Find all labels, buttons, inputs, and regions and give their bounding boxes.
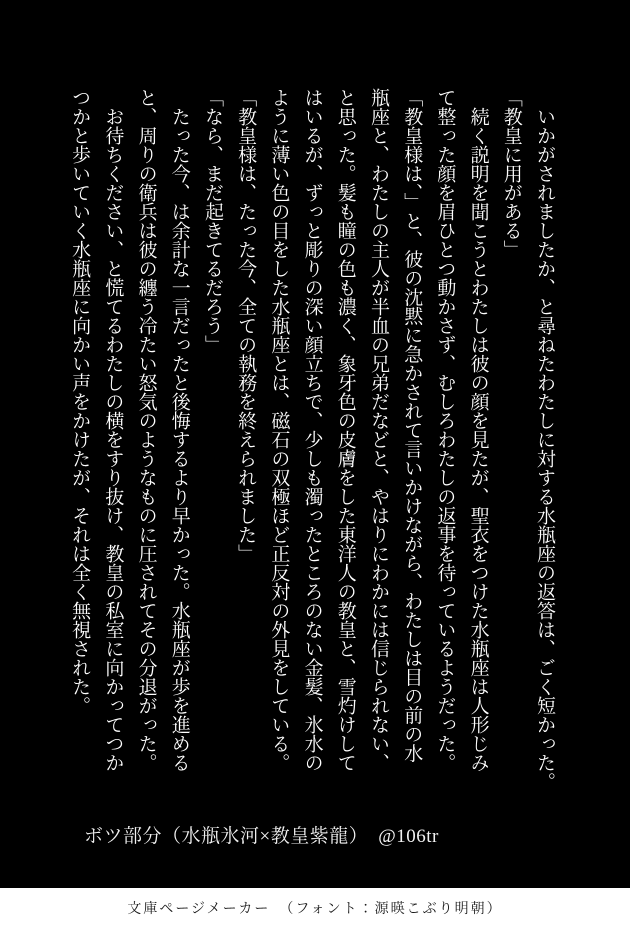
credit-line: ボツ部分（水瓶氷河×教皇紫龍） @106tr: [84, 826, 439, 847]
text-line: 「なら、まだ起きてるだろう」: [201, 88, 223, 354]
text-line: いかがされましたか、と尋ねたわたしに対する水瓶座の返答は、ごく短かった。: [534, 88, 555, 791]
text-line: て整った顔を眉ひとつ動かさず、むしろわたしの返事を待っているようだった。: [434, 88, 456, 772]
footer-maker-label: 文庫ページメーカー （フォント：源暎こぶり明朝）: [127, 902, 503, 917]
text-line: と思った。髪も瞳の色も濃く、象牙色の皮膚をした東洋人の教皇と、雪灼けして: [334, 88, 356, 772]
text-line: 「教皇に用がある」: [500, 88, 522, 259]
footer-bar: [0, 888, 630, 928]
text-line: ように薄い色の目をした水瓶座とは、磁石の双極ほど正反対の外見をしている。: [268, 88, 290, 772]
text-line: 「教皇様は、たった今、全ての執務を終えられました」: [235, 88, 257, 563]
text-line: はいるが、ずっと彫りの深い顔立ちで、少しも濁ったところのない金髪、氷水の: [301, 88, 323, 772]
text-line: と、周りの衛兵は彼の纏う冷たい怒気のようなものに圧されてその分退がった。: [135, 88, 157, 772]
text-line: お待ちください、と慌てるわたしの横をすり抜け、教皇の私室に向かってつか: [102, 88, 124, 772]
story-text: [63, 88, 561, 818]
text-line: つかと歩いていく水瓶座に向かい声をかけたが、それは全く無視された。: [69, 88, 91, 715]
text-line: 瓶座と、わたしの主人が半血の兄弟だなどと、やはりにわかには信じられない、: [367, 88, 389, 772]
text-line: 「教皇様は、」と、彼の沈黙に急かされて言いかけながら、わたしは目の前の水: [401, 88, 423, 763]
text-line: たった今、は余計な一言だったと後悔するより早かった。水瓶座が歩を進める: [168, 88, 190, 772]
text-line: 続く説明を聞こうとわたしは彼の顔を見たが、聖衣をつけた水瓶座は人形じみ: [467, 88, 489, 772]
